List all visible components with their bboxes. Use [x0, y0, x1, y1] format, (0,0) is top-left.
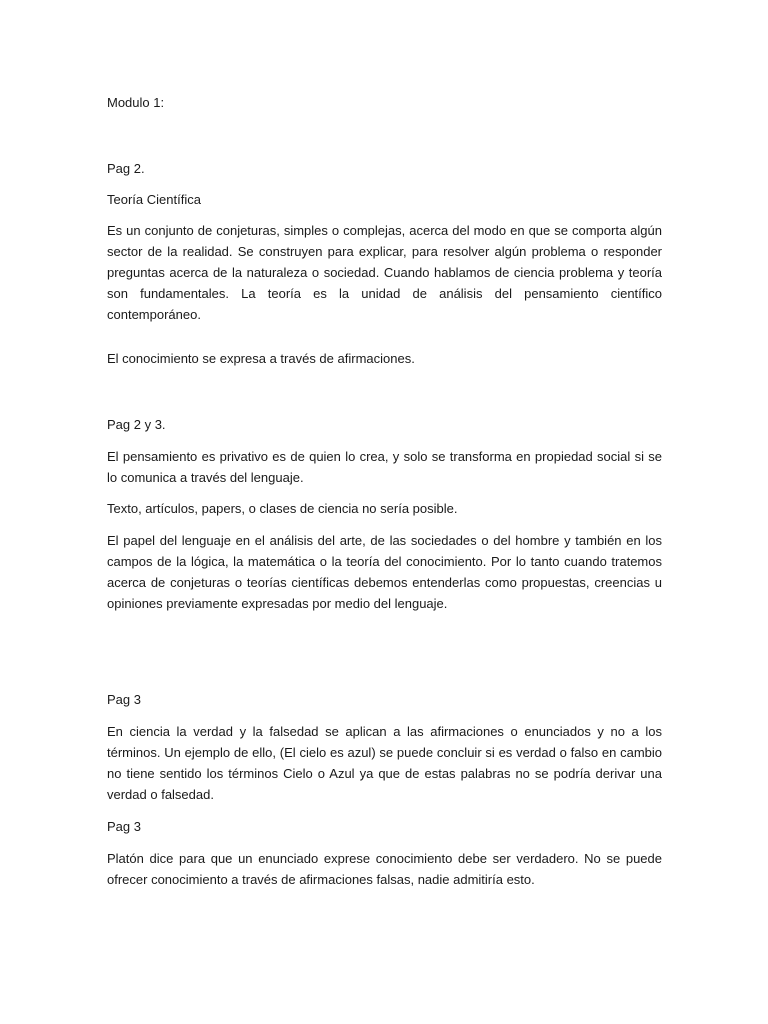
paragraph-pensamiento-privativo: El pensamiento es privativo es de quien lo crea, y solo se transforma en propiedad social si se lo comunica a través del lenguaje. — [107, 449, 662, 485]
paragraph-texto-articulos: Texto, artículos, papers, o clases de ciencia no sería posible. — [107, 501, 458, 516]
paragraph-papel-lenguaje: El papel del lenguaje en el análisis del arte, de las sociedades o del hombre y también en los campos de la lógica, la matemática o la teoría del conocimiento. Por lo tanto cuando tratemos acerca de conjeturas o teorías científicas debemos entenderlas como propuestas, creencias u opiniones previamente expresadas por medio del lenguaje. — [107, 533, 662, 611]
paragraph-conocimiento-afirmaciones: El conocimiento se expresa a través de afirmaciones. — [107, 351, 415, 366]
page-label-pag-2: Pag 2. — [107, 161, 145, 176]
paragraph-platon: Platón dice para que un enunciado exprese conocimiento debe ser verdadero. No se puede ofrecer conocimiento a través de afirmaciones falsas, nadie admitiría esto. — [107, 851, 662, 887]
page-label-pag-3-second: Pag 3 — [107, 819, 141, 834]
section-title-teoria-cientifica: Teoría Científica — [107, 192, 201, 207]
page-label-pag-3: Pag 3 — [107, 692, 141, 707]
paragraph-teoria-definition: Es un conjunto de conjeturas, simples o complejas, acerca del modo en que se comporta algún sector de la realidad. Se construyen para explicar, para resolver algún problema o responder preguntas acerca de la naturaleza o sociedad. Cuando hablamos de ciencia problema y teoría son fundamentales. La teoría es la unidad de análisis del pensamiento científico contemporáneo. — [107, 223, 662, 322]
page-label-pag-2-y-3: Pag 2 y 3. — [107, 417, 166, 432]
module-heading: Modulo 1: — [107, 95, 165, 110]
paragraph-verdad-falsedad: En ciencia la verdad y la falsedad se aplican a las afirmaciones o enunciados y no a los términos. Un ejemplo de ello, (El cielo es azul) se puede concluir si es verdad o falso en cambio no tiene sentido los términos Cielo o Azul ya que de estas palabras no se podría derivar una verdad o falsedad. — [107, 724, 662, 802]
